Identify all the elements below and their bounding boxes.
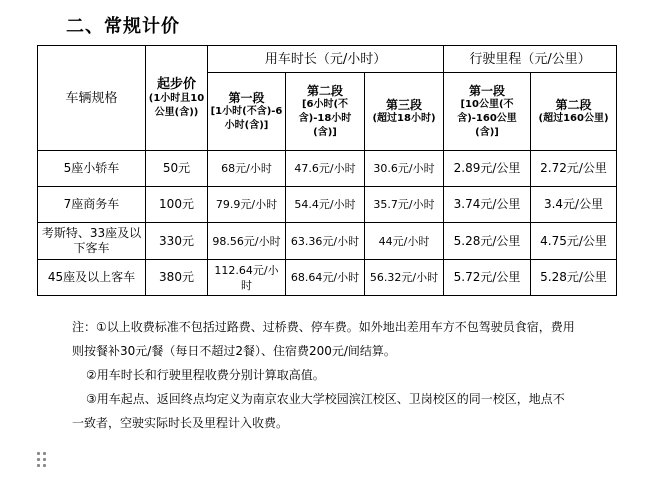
segment-note: [6小时(不含)-18小时(含)] <box>298 98 352 138</box>
duration-rate-cell: 98.56元/小时 <box>208 223 286 260</box>
segment-title: 第三段 <box>386 97 423 112</box>
segment-note: [10公里(不含)-160公里(含)] <box>457 98 517 138</box>
drag-dot <box>37 458 40 461</box>
base-price-title: 起步价 <box>156 76 196 92</box>
segment-title: 第二段 <box>555 97 592 112</box>
mileage-rate-cell: 2.89元/公里 <box>444 151 531 187</box>
note-line-2: 则按餐补30元/餐（每日不超过2餐）、住宿费200元/间结算。 <box>72 344 396 358</box>
segment-title: 第一段 <box>469 83 506 98</box>
drag-dot <box>43 452 46 455</box>
duration-rate-cell: 79.9元/小时 <box>208 187 286 223</box>
segment-note: [1小时(不含)-6小时(含)] <box>210 105 283 131</box>
base-price-cell: 50元 <box>146 151 208 187</box>
mileage-segment-1-header <box>444 73 531 151</box>
duration-rate-cell: 30.6元/小时 <box>365 151 444 187</box>
base-price-note: (1小时且10公里(含)) <box>148 92 205 118</box>
section-title: 二、常规计价 <box>66 16 180 37</box>
drag-dot <box>43 464 46 467</box>
segment-title: 第二段 <box>306 83 343 98</box>
duration-rate-cell: 63.36元/小时 <box>286 223 365 260</box>
duration-rate-cell: 44元/小时 <box>365 223 444 260</box>
table-row <box>38 187 617 223</box>
note-line-1: 注：①以上收费标准不包括过路费、过桥费、停车费。如外地出差用车方不包驾驶员食宿，费用 <box>72 320 575 334</box>
base-price-header <box>146 46 208 151</box>
mileage-rate-cell: 3.4元/公里 <box>531 187 617 223</box>
drag-dot <box>37 452 40 455</box>
duration-rate-cell: 68.64元/小时 <box>286 260 365 296</box>
duration-segment-1-header <box>208 73 286 151</box>
pricing-table <box>37 45 617 296</box>
segment-title: 第一段 <box>228 90 265 105</box>
base-price-cell: 100元 <box>146 187 208 223</box>
vehicle-cell: 考斯特、33座及以下客车 <box>38 223 146 260</box>
mileage-segment-2-header <box>531 73 617 151</box>
duration-rate-cell: 56.32元/小时 <box>365 260 444 296</box>
duration-rate-cell: 47.6元/小时 <box>286 151 365 187</box>
mileage-rate-cell: 3.74元/公里 <box>444 187 531 223</box>
duration-group-header: 用车时长（元/小时） <box>208 46 444 73</box>
table-row <box>38 223 617 260</box>
base-price-cell: 330元 <box>146 223 208 260</box>
mileage-rate-cell: 2.72元/公里 <box>531 151 617 187</box>
duration-segment-2-header <box>286 73 365 151</box>
vehicle-cell: 7座商务车 <box>38 187 146 223</box>
vehicle-cell: 5座小轿车 <box>38 151 146 187</box>
table-row <box>38 151 617 187</box>
vehicle-cell: 45座及以上客车 <box>38 260 146 296</box>
drag-handle-icon[interactable] <box>37 452 46 467</box>
table-row <box>38 260 617 296</box>
segment-note: (超过18小时) <box>372 112 436 124</box>
mileage-group-header: 行驶里程（元/公里） <box>444 46 617 73</box>
mileage-rate-cell: 4.75元/公里 <box>531 223 617 260</box>
mileage-rate-cell: 5.72元/公里 <box>444 260 531 296</box>
note-line-5: 一致者，空驶实际时长及里程计入收费。 <box>72 416 289 430</box>
segment-note: (超过160公里) <box>538 112 609 124</box>
note-line-3: ②用车时长和行驶里程收费分别计算取高值。 <box>86 368 325 382</box>
drag-dot <box>37 464 40 467</box>
duration-rate-cell: 54.4元/小时 <box>286 187 365 223</box>
duration-rate-cell: 68元/小时 <box>208 151 286 187</box>
drag-dot <box>43 458 46 461</box>
duration-segment-3-header <box>365 73 444 151</box>
mileage-rate-cell: 5.28元/公里 <box>531 260 617 296</box>
vehicle-spec-header: 车辆规格 <box>38 46 146 151</box>
duration-rate-cell: 112.64元/小时 <box>208 260 286 296</box>
table-header-row-1 <box>38 46 617 73</box>
pricing-notes <box>72 315 592 435</box>
duration-rate-cell: 35.7元/小时 <box>365 187 444 223</box>
mileage-rate-cell: 5.28元/公里 <box>444 223 531 260</box>
note-line-4: ③用车起点、返回终点均定义为南京农业大学校园滨江校区、卫岗校区的同一校区，地点不 <box>86 392 565 406</box>
base-price-cell: 380元 <box>146 260 208 296</box>
